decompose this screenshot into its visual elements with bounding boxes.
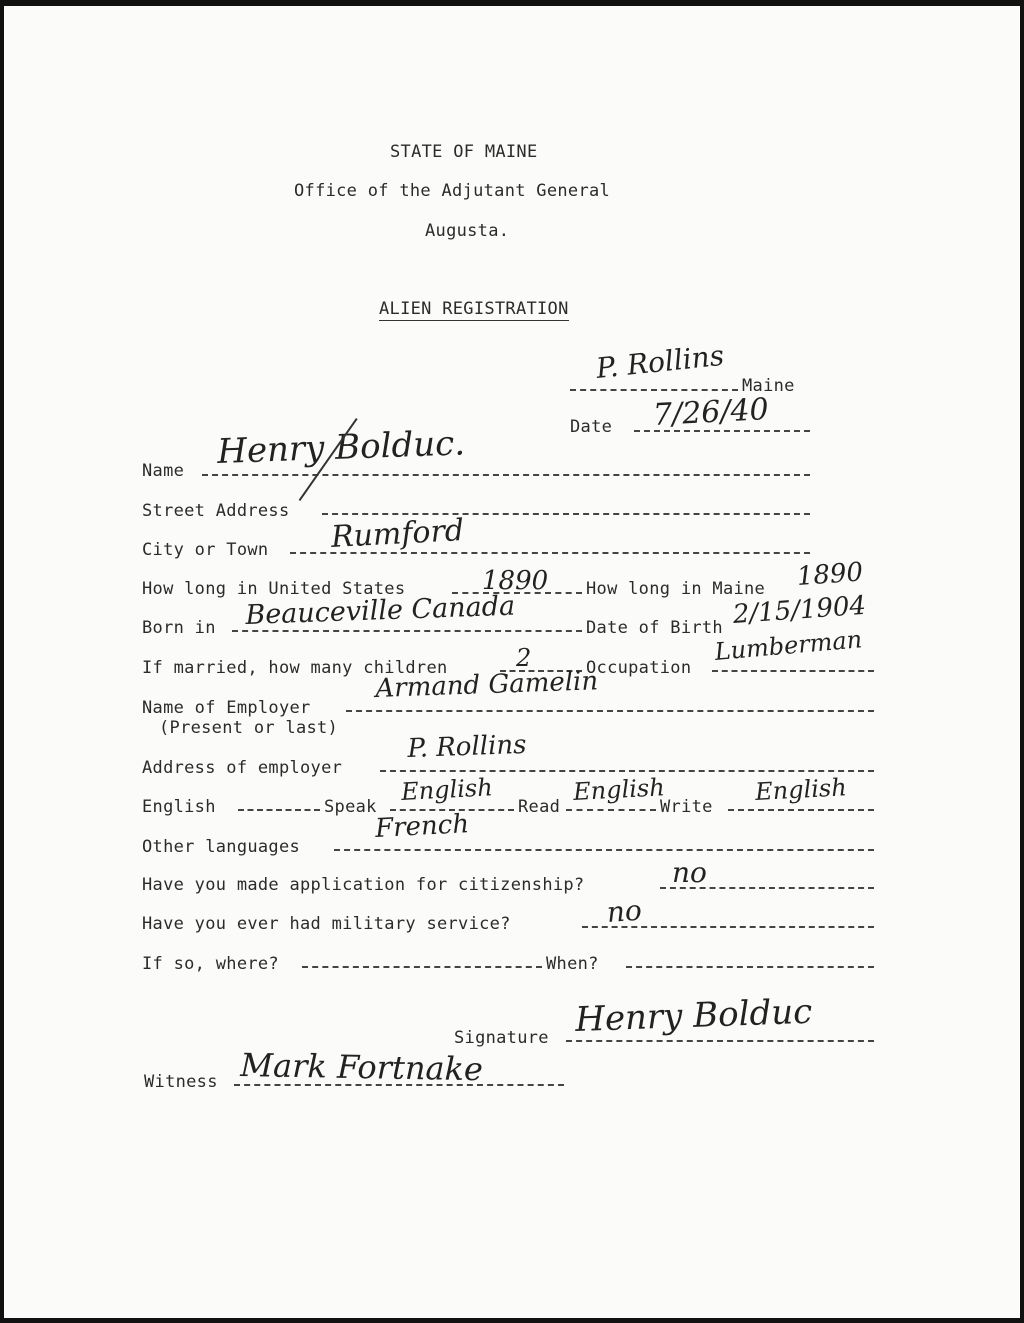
citizenship-label: Have you made application for citizenship?: [142, 875, 585, 895]
other-lang-label: Other languages: [142, 837, 301, 857]
children-handwriting: 2: [516, 644, 532, 672]
where-label: If so, where?: [142, 954, 279, 974]
address-employer-label: Address of employer: [142, 758, 343, 778]
street-label: Street Address: [142, 501, 290, 521]
street-line: [322, 513, 810, 515]
office-heading: Office of the Adjutant General: [294, 181, 611, 201]
employer-handwriting: Armand Gamelin: [374, 666, 599, 704]
write-handwriting: English: [754, 773, 848, 806]
date-handwriting: 7/26/40: [652, 391, 770, 433]
read-line: [566, 809, 656, 811]
place-suffix: Maine: [742, 376, 795, 396]
other-lang-handwriting: French: [374, 809, 470, 844]
place-handwriting: P. Rollins: [594, 338, 726, 385]
english-line: [238, 809, 320, 811]
witness-label: Witness: [144, 1072, 218, 1092]
military-label: Have you ever had military service?: [142, 914, 511, 934]
name-handwriting: Henry Bolduc.: [216, 423, 466, 472]
read-handwriting: English: [572, 773, 666, 806]
born-label: Born in: [142, 618, 216, 638]
read-label: Read: [518, 797, 561, 817]
when-label: When?: [546, 954, 599, 974]
witness-handwriting: Mark Fortnake: [240, 1046, 484, 1089]
dob-label: Date of Birth: [586, 618, 723, 638]
occupation-label: Occupation: [586, 658, 692, 678]
employer-label: Name of Employer: [142, 698, 311, 718]
city-label: City or Town: [142, 540, 269, 560]
signature-label: Signature: [454, 1028, 549, 1048]
address-employer-line: [380, 770, 874, 772]
speak-handwriting: English: [400, 773, 494, 806]
speak-label: Speak: [324, 797, 377, 817]
other-lang-line: [334, 849, 874, 851]
date-label: Date: [570, 417, 613, 437]
city-heading: Augusta.: [425, 221, 510, 241]
maine-label: How long in Maine: [586, 579, 766, 599]
write-line: [728, 809, 874, 811]
military-handwriting: no: [605, 893, 643, 929]
born-line: [232, 630, 582, 632]
occupation-line: [712, 670, 874, 672]
state-heading: STATE OF MAINE: [390, 142, 538, 162]
employer-line: [346, 710, 874, 712]
signature-handwriting: Henry Bolduc: [574, 991, 813, 1040]
english-label: English: [142, 797, 216, 817]
employer-sub-label: (Present or last): [159, 718, 339, 738]
city-handwriting: Rumford: [330, 513, 465, 555]
address-employer-handwriting: P. Rollins: [406, 729, 527, 764]
name-line: [202, 474, 810, 476]
name-label: Name: [142, 461, 185, 481]
married-label: If married, how many children: [142, 658, 448, 678]
when-line: [626, 966, 874, 968]
maine-handwriting: 1890: [795, 557, 865, 592]
born-handwriting: Beauceville Canada: [244, 590, 516, 631]
us-handwriting: 1890: [482, 566, 549, 596]
place-line: [570, 389, 738, 391]
where-line: [302, 966, 542, 968]
occupation-handwriting: Lumberman: [713, 625, 864, 666]
dob-handwriting: 2/15/1904: [731, 590, 868, 630]
signature-line: [566, 1040, 874, 1042]
form-title: ALIEN REGISTRATION: [379, 299, 569, 319]
us-label: How long in United States: [142, 579, 406, 599]
write-label: Write: [660, 797, 713, 817]
citizenship-handwriting: no: [672, 856, 707, 889]
registration-form-page: [4, 6, 1020, 1318]
